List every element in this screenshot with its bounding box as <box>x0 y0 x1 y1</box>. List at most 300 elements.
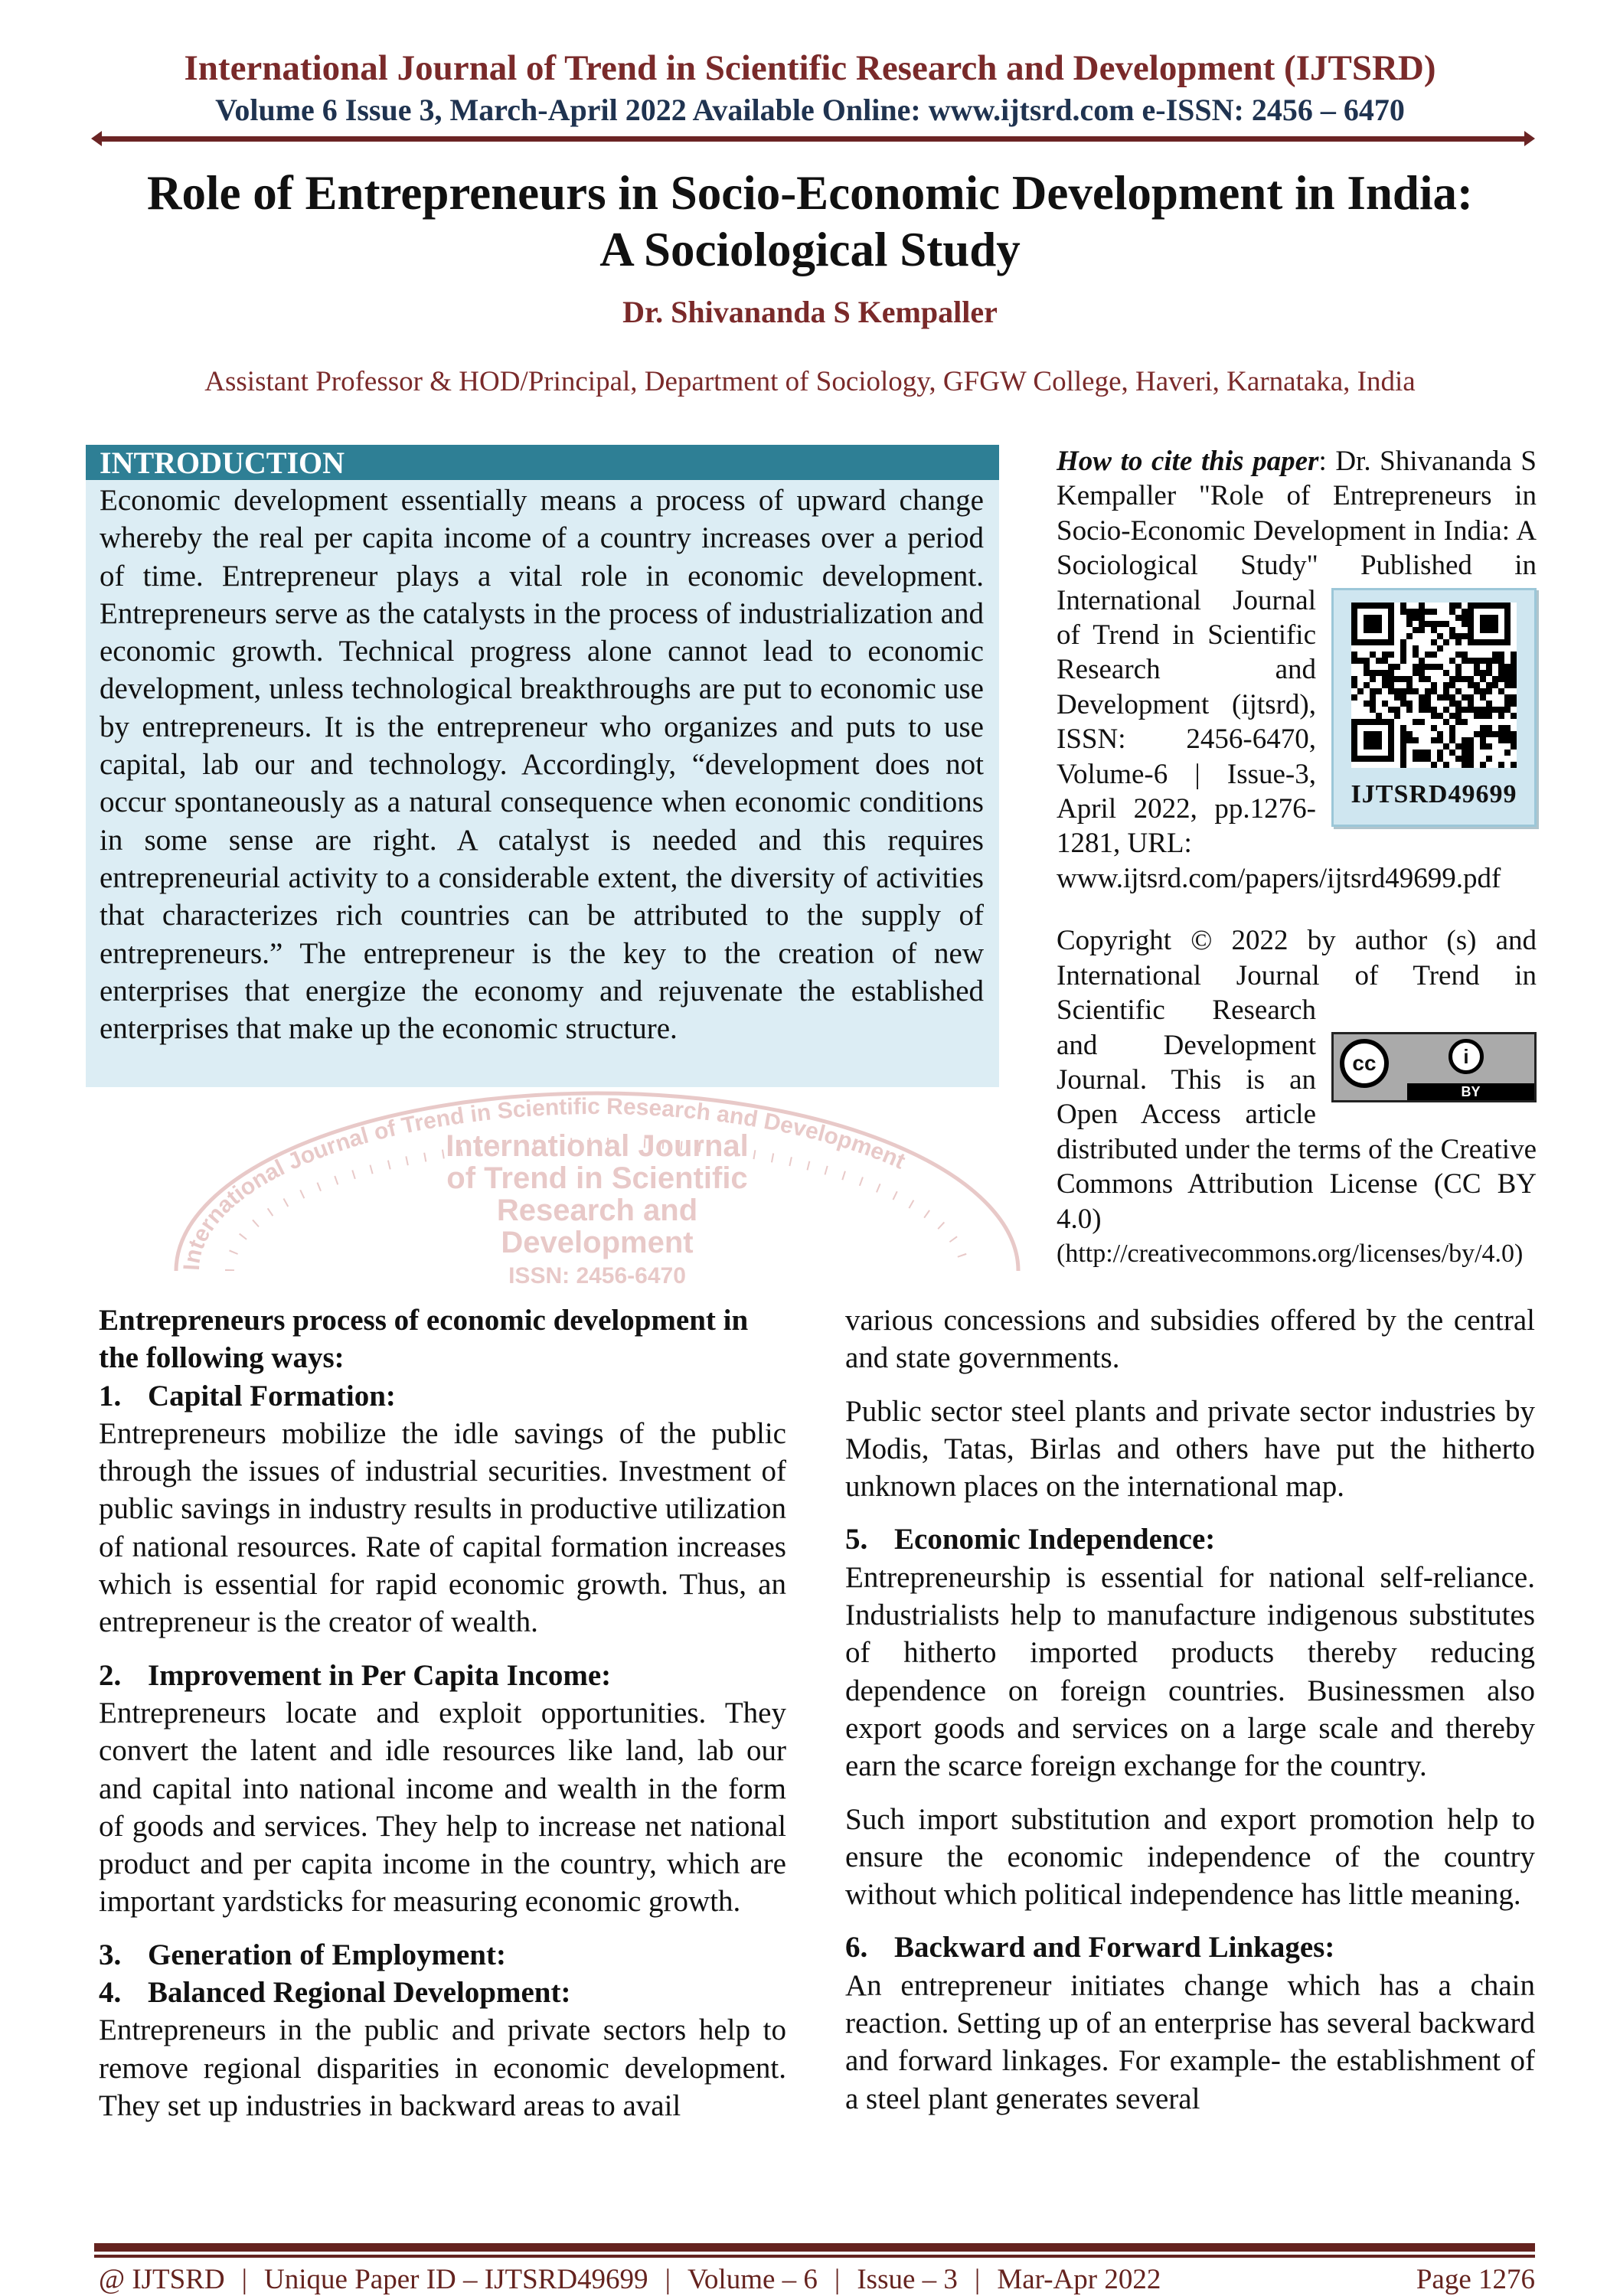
qr-module <box>1376 713 1382 719</box>
qr-module <box>1455 670 1462 676</box>
introduction-text: Economic development essentially means a process of upward change whereby the real per capita income of a country increases over a period of time. Entrepreneur plays a vital role in economic development. Entrepreneurs serve as the catalysts in the process of industrialization and economic growth. Technical progress alone cannot lead to economic development, unless technological breakthroughs are put to economic use by entrepreneurs. It is the entrepreneur who organizes and puts to use capital, lab our and technology. Accordingly, “development does not occur spontaneously as a natural consequence when economic conditions in some sense are right. A catalyst is needed and this requires entrepreneurial activity to a considerable extent, the diversity of activities that characterizes rich countries can be attributed to the supply of entrepreneurs.” The entrepreneur is the key to the creation of new enterprises that energize the economy and rejuvenate the established enterprises that make up the economic structure. <box>100 484 984 1046</box>
journal-seal-watermark <box>0 1072 1049 1302</box>
qr-module <box>1480 731 1486 737</box>
qr-module <box>1388 664 1394 670</box>
qr-module <box>1388 756 1394 762</box>
qr-module <box>1431 762 1437 768</box>
qr-module <box>1419 719 1425 725</box>
qr-module <box>1449 676 1455 682</box>
qr-module <box>1492 615 1498 621</box>
qr-module <box>1449 633 1455 639</box>
qr-module <box>1357 639 1364 645</box>
qr-module <box>1498 688 1504 694</box>
qr-module <box>1364 615 1370 621</box>
qr-module <box>1468 658 1474 664</box>
qr-module <box>1449 725 1455 731</box>
watermark-line-1: International Journal <box>446 1129 749 1163</box>
qr-module <box>1413 609 1419 615</box>
section-4-continued: various concessions and subsidies offered by the central and state governments. <box>845 1304 1535 1375</box>
qr-module <box>1437 750 1443 756</box>
qr-module <box>1455 756 1462 762</box>
qr-module <box>1364 743 1370 750</box>
qr-module <box>1486 688 1492 694</box>
section-heading-4: 4. Balanced Regional Development: <box>99 1976 571 2010</box>
qr-module <box>1425 688 1431 694</box>
qr-module <box>1357 658 1364 664</box>
qr-module <box>1455 633 1462 639</box>
qr-module <box>1449 694 1455 701</box>
qr-module <box>1492 603 1498 609</box>
qr-module <box>1455 688 1462 694</box>
qr-module <box>1413 645 1419 652</box>
qr-module <box>1406 621 1413 627</box>
cc-by-badge[interactable] <box>1331 1032 1537 1102</box>
qr-module <box>1443 743 1449 750</box>
qr-module <box>1486 664 1492 670</box>
qr-module <box>1480 762 1486 768</box>
qr-module <box>1419 701 1425 707</box>
qr-module <box>1468 707 1474 713</box>
qr-module <box>1413 750 1419 756</box>
qr-module <box>1462 707 1468 713</box>
qr-module <box>1468 621 1474 627</box>
qr-module <box>1388 609 1394 615</box>
qr-module <box>1382 676 1388 682</box>
qr-module <box>1492 658 1498 664</box>
citation-text: : Dr. Shivananda S Kempaller "Role of Entrepreneurs in Socio-Economic Development in India: A Sociological Study" Published in International Journal of Trend in Scientific Research and Development (ijtsrd), ISSN: 2456-6470, Volume-6 | Issue-3, April 2022, pp.1276-1281, URL: <box>1057 446 1537 860</box>
qr-module <box>1492 621 1498 627</box>
qr-module <box>1480 743 1486 750</box>
qr-module <box>1498 737 1504 743</box>
qr-module <box>1400 603 1406 609</box>
qr-module <box>1406 615 1413 621</box>
qr-module <box>1474 688 1480 694</box>
qr-module <box>1394 707 1400 713</box>
qr-module <box>1376 731 1382 737</box>
qr-module <box>1370 743 1376 750</box>
qr-module <box>1492 652 1498 658</box>
qr-module <box>1468 627 1474 633</box>
qr-module <box>1443 694 1449 701</box>
qr-module <box>1455 676 1462 682</box>
volume-line: Volume 6 Issue 3, March-April 2022 Available Online: www.ijtsrd.com e-ISSN: 2456 – 6470 <box>215 93 1405 127</box>
qr-module <box>1449 682 1455 688</box>
paper-title <box>0 165 1620 278</box>
qr-module <box>1364 719 1370 725</box>
qr-module <box>1480 713 1486 719</box>
section-1-text: Entrepreneurs mobilize the idle savings of the public through the issues of industrial securities. Investment of public savings in industry results in productive utilization of national resources. Rate of capital formation increases which is essential for rapid economic growth. Thus, an entrepreneur is the creator of wealth. <box>99 1416 786 1639</box>
qr-module <box>1437 633 1443 639</box>
qr-module <box>1419 658 1425 664</box>
qr-module <box>1413 737 1419 743</box>
qr-module <box>1370 670 1376 676</box>
qr-module <box>1357 603 1364 609</box>
section-6-text: An entrepreneur initiates change which has a chain reaction. Setting up of an enterprise has several backward and forward linkages. For example- the establishment of a steel plant generates several <box>845 1968 1535 2115</box>
qr-module <box>1431 688 1437 694</box>
qr-module <box>1511 737 1517 743</box>
qr-module <box>1437 713 1443 719</box>
qr-module <box>1462 719 1468 725</box>
qr-module <box>1388 670 1394 676</box>
qr-module <box>1462 737 1468 743</box>
copyright-text: Copyright © 2022 by author (s) and International Journal of Trend in Scientific Research and Development Journal. This is an Open Access article distributed under the terms of the Creative Commons Attribution License (CC BY 4.0) <box>1057 925 1537 1235</box>
qr-module <box>1364 670 1370 676</box>
qr-module <box>1388 688 1394 694</box>
citation-column <box>1057 444 1537 1271</box>
qr-module <box>1431 664 1437 670</box>
footer-rule <box>94 2243 1535 2252</box>
qr-module <box>1388 615 1394 621</box>
qr-module <box>1511 682 1517 688</box>
qr-module <box>1480 725 1486 731</box>
qr-module <box>1419 603 1425 609</box>
qr-module <box>1455 743 1462 750</box>
qr-module <box>1437 694 1443 701</box>
qr-module <box>1504 707 1511 713</box>
qr-module <box>1504 737 1511 743</box>
qr-module <box>1364 658 1370 664</box>
qr-module <box>1400 694 1406 701</box>
qr-module <box>1370 731 1376 737</box>
qr-module <box>1486 713 1492 719</box>
attribution-person-icon: i <box>1449 1039 1484 1074</box>
qr-module <box>1504 609 1511 615</box>
introduction-box <box>86 445 999 1087</box>
qr-module <box>1370 621 1376 627</box>
qr-module <box>1400 652 1406 658</box>
qr-module <box>1511 731 1517 737</box>
qr-module <box>1425 676 1431 682</box>
qr-module <box>1388 633 1394 639</box>
qr-module <box>1425 694 1431 701</box>
section-2-text: Entrepreneurs locate and exploit opportunities. They convert the latent and idle resources like land, lab our and capital into national income and wealth in the form of goods and services. They help to increase net national product and per capita income in the country, which are important yardsticks for measuring economic growth. <box>99 1696 786 1919</box>
qr-module <box>1474 713 1480 719</box>
qr-module <box>1480 676 1486 682</box>
qr-module <box>1388 707 1394 713</box>
qr-module <box>1406 633 1413 639</box>
qr-module <box>1486 682 1492 688</box>
qr-module <box>1455 719 1462 725</box>
qr-module <box>1431 737 1437 743</box>
title-line-1: Role of Entrepreneurs in Socio-Economic Development in India: <box>147 166 1473 220</box>
qr-module <box>1443 762 1449 768</box>
qr-module <box>1376 743 1382 750</box>
qr-module <box>1486 639 1492 645</box>
qr-module <box>1449 658 1455 664</box>
qr-module <box>1400 676 1406 682</box>
qr-module <box>1437 756 1443 762</box>
qr-module <box>1394 664 1400 670</box>
qr-module <box>1504 701 1511 707</box>
qr-module <box>1492 639 1498 645</box>
qr-module <box>1492 627 1498 633</box>
watermark-ring-text: International Journal of Trend in Scientific Research and Development <box>178 1093 910 1272</box>
qr-module <box>1388 743 1394 750</box>
qr-module <box>1480 737 1486 743</box>
qr-module <box>1468 762 1474 768</box>
qr-module <box>1394 676 1400 682</box>
footer-date: Mar-Apr 2022 <box>997 2264 1161 2295</box>
citation-url[interactable]: www.ijtsrd.com/papers/ijtsrd49699.pdf <box>1057 862 1501 894</box>
qr-module <box>1449 731 1455 737</box>
qr-module <box>1370 756 1376 762</box>
qr-module <box>1419 664 1425 670</box>
qr-module <box>1498 603 1504 609</box>
qr-module <box>1406 682 1413 688</box>
qr-module <box>1425 701 1431 707</box>
qr-module <box>1370 737 1376 743</box>
section-5-text: Entrepreneurship is essential for national self-reliance. Industrialists help to manufacture indigenous substitutes of hitherto imported products thereby reducing dependence on foreign countries. Businessmen also export goods and services on a large scale and thereby earn the scarce foreign exchange for the country. <box>845 1560 1535 1783</box>
qr-module <box>1468 694 1474 701</box>
qr-module <box>1468 603 1474 609</box>
qr-module <box>1511 652 1517 658</box>
qr-module <box>1376 670 1382 676</box>
qr-module <box>1370 615 1376 621</box>
qr-module <box>1431 639 1437 645</box>
qr-module <box>1400 658 1406 664</box>
qr-module <box>1498 762 1504 768</box>
qr-module <box>1400 725 1406 731</box>
qr-module <box>1419 694 1425 701</box>
qr-module <box>1480 621 1486 627</box>
qr-module <box>1351 719 1357 725</box>
qr-module <box>1480 707 1486 713</box>
qr-module <box>1437 645 1443 652</box>
qr-module <box>1351 725 1357 731</box>
qr-module <box>1443 707 1449 713</box>
qr-module <box>1419 627 1425 633</box>
qr-module <box>1480 694 1486 701</box>
qr-module <box>1382 639 1388 645</box>
qr-module <box>1511 670 1517 676</box>
qr-module <box>1504 676 1511 682</box>
qr-module <box>1480 615 1486 621</box>
qr-module <box>1449 627 1455 633</box>
qr-module <box>1400 639 1406 645</box>
qr-module <box>1474 682 1480 688</box>
qr-module <box>1486 621 1492 627</box>
qr-module <box>1394 713 1400 719</box>
qr-module <box>1455 701 1462 707</box>
watermark-line-2: of Trend in Scientific <box>446 1161 748 1195</box>
qr-module <box>1388 639 1394 645</box>
qr-module <box>1492 676 1498 682</box>
watermark-line-3: Research and <box>496 1194 698 1227</box>
author-affiliation: Assistant Professor & HOD/Principal, Department of Sociology, GFGW College, Haveri, Karnataka, India <box>204 366 1416 397</box>
qr-module <box>1382 701 1388 707</box>
qr-module <box>1351 682 1357 688</box>
qr-module <box>1376 658 1382 664</box>
qr-module <box>1474 707 1480 713</box>
qr-module <box>1425 621 1431 627</box>
qr-module <box>1455 652 1462 658</box>
qr-module <box>1364 603 1370 609</box>
qr-module <box>1498 664 1504 670</box>
qr-module <box>1370 652 1376 658</box>
section-heading-5: 5. Economic Independence: <box>845 1523 1216 1556</box>
qr-module <box>1376 603 1382 609</box>
qr-module <box>1419 621 1425 627</box>
qr-module <box>1413 688 1419 694</box>
qr-module <box>1425 652 1431 658</box>
qr-module <box>1492 682 1498 688</box>
qr-module <box>1400 750 1406 756</box>
section-4-text: Entrepreneurs in the public and private sectors help to remove regional disparities in economic development. They set up industries in backward areas to avail <box>99 2013 786 2122</box>
footer-publisher: @ IJTSRD <box>99 2264 225 2295</box>
qr-module <box>1468 756 1474 762</box>
qr-module <box>1376 615 1382 621</box>
qr-module <box>1504 682 1511 688</box>
qr-module <box>1498 731 1504 737</box>
qr-module <box>1504 615 1511 621</box>
qr-module <box>1388 627 1394 633</box>
qr-module <box>1419 615 1425 621</box>
qr-module <box>1400 737 1406 743</box>
qr-module <box>1351 676 1357 682</box>
qr-module <box>1498 676 1504 682</box>
qr-module <box>1351 750 1357 756</box>
qr-module <box>1400 731 1406 737</box>
qr-module <box>1498 670 1504 676</box>
qr-module <box>1468 639 1474 645</box>
qr-module <box>1486 756 1492 762</box>
qr-module <box>1406 707 1413 713</box>
qr-module <box>1419 707 1425 713</box>
qr-module <box>1504 694 1511 701</box>
qr-module <box>1419 609 1425 615</box>
qr-module <box>1413 652 1419 658</box>
qr-module <box>1486 701 1492 707</box>
qr-module <box>1511 701 1517 707</box>
qr-module <box>1357 756 1364 762</box>
qr-module <box>1351 609 1357 615</box>
qr-module <box>1400 645 1406 652</box>
qr-module <box>1511 713 1517 719</box>
qr-module <box>1370 639 1376 645</box>
qr-module <box>1498 639 1504 645</box>
qr-module <box>1406 609 1413 615</box>
qr-module <box>1351 627 1357 633</box>
qr-module <box>1351 694 1357 701</box>
qr-module <box>1443 621 1449 627</box>
qr-module <box>1462 621 1468 627</box>
footer-paper-id: Unique Paper ID – IJTSRD49699 <box>264 2264 648 2295</box>
journal-title: International Journal of Trend in Scientific Research and Development (IJTSRD) <box>184 48 1436 88</box>
qr-module <box>1388 652 1394 658</box>
footer-rule-thin <box>94 2255 1535 2258</box>
qr-module <box>1462 756 1468 762</box>
qr-module <box>1474 664 1480 670</box>
qr-module <box>1480 688 1486 694</box>
section-4-text-2: Public sector steel plants and private sector industries by Modis, Tatas, Birlas and others have put the hitherto unknown places on the international map. <box>845 1394 1535 1504</box>
qr-module <box>1468 737 1474 743</box>
qr-module <box>1400 743 1406 750</box>
qr-module <box>1351 652 1357 658</box>
qr-module <box>1462 694 1468 701</box>
qr-module <box>1443 682 1449 688</box>
qr-module <box>1474 603 1480 609</box>
qr-module <box>1455 639 1462 645</box>
qr-module <box>1400 762 1406 768</box>
qr-module <box>1504 725 1511 731</box>
qr-module <box>1376 688 1382 694</box>
qr-module <box>1406 701 1413 707</box>
qr-module <box>1504 731 1511 737</box>
qr-module <box>1351 615 1357 621</box>
qr-module <box>1351 633 1357 639</box>
qr-module <box>1370 603 1376 609</box>
qr-module <box>1462 615 1468 621</box>
qr-module <box>1406 737 1413 743</box>
qr-module <box>1431 682 1437 688</box>
qr-module <box>1455 713 1462 719</box>
qr-module <box>1480 627 1486 633</box>
qr-module <box>1449 701 1455 707</box>
qr-module <box>1400 756 1406 762</box>
left-column <box>99 1302 786 2140</box>
qr-module <box>1437 731 1443 737</box>
qr-module <box>1504 670 1511 676</box>
qr-module <box>1480 639 1486 645</box>
qr-module <box>1406 688 1413 694</box>
qr-module <box>1370 688 1376 694</box>
qr-module <box>1388 682 1394 688</box>
qr-module <box>1425 707 1431 713</box>
qr-module <box>1504 664 1511 670</box>
qr-module <box>1431 707 1437 713</box>
qr-module <box>1431 621 1437 627</box>
qr-module <box>1376 737 1382 743</box>
qr-module <box>1480 603 1486 609</box>
qr-module <box>1462 652 1468 658</box>
qr-module <box>1504 603 1511 609</box>
qr-module <box>1382 756 1388 762</box>
qr-module <box>1511 694 1517 701</box>
qr-module <box>1431 627 1437 633</box>
qr-module <box>1376 639 1382 645</box>
qr-module <box>1462 750 1468 756</box>
qr-module <box>1437 664 1443 670</box>
watermark-issn: ISSN: 2456-6470 <box>508 1263 686 1288</box>
license-url[interactable]: (http://creativecommons.org/licenses/by/4.0) <box>1057 1239 1524 1268</box>
qr-module <box>1486 627 1492 633</box>
qr-module <box>1413 664 1419 670</box>
qr-module <box>1364 621 1370 627</box>
qr-module <box>1498 713 1504 719</box>
qr-module <box>1455 707 1462 713</box>
page-footer: @ IJTSRD | Unique Paper ID – IJTSRD49699 | Volume – 6 | Issue – 3 | Mar-Apr 2022 Page 1276 <box>99 2264 1535 2295</box>
qr-code-box[interactable] <box>1331 588 1537 827</box>
qr-module <box>1462 743 1468 750</box>
qr-module <box>1474 658 1480 664</box>
section-heading-1: 1. Capital Formation: <box>99 1379 396 1413</box>
section-heading-2: 2. Improvement in Per Capita Income: <box>99 1658 612 1692</box>
qr-module <box>1376 621 1382 627</box>
qr-module <box>1364 627 1370 633</box>
qr-module <box>1474 731 1480 737</box>
qr-module <box>1364 731 1370 737</box>
qr-module <box>1511 664 1517 670</box>
qr-module <box>1468 701 1474 707</box>
qr-module <box>1364 682 1370 688</box>
qr-module <box>1462 609 1468 615</box>
header-rule <box>100 136 1526 142</box>
qr-module <box>1357 719 1364 725</box>
qr-module <box>1462 633 1468 639</box>
section-5-text-2: Such import substitution and export promotion help to ensure the economic independence of the country without which political independence has little meaning. <box>845 1802 1535 1912</box>
qr-module <box>1425 756 1431 762</box>
qr-module <box>1388 731 1394 737</box>
